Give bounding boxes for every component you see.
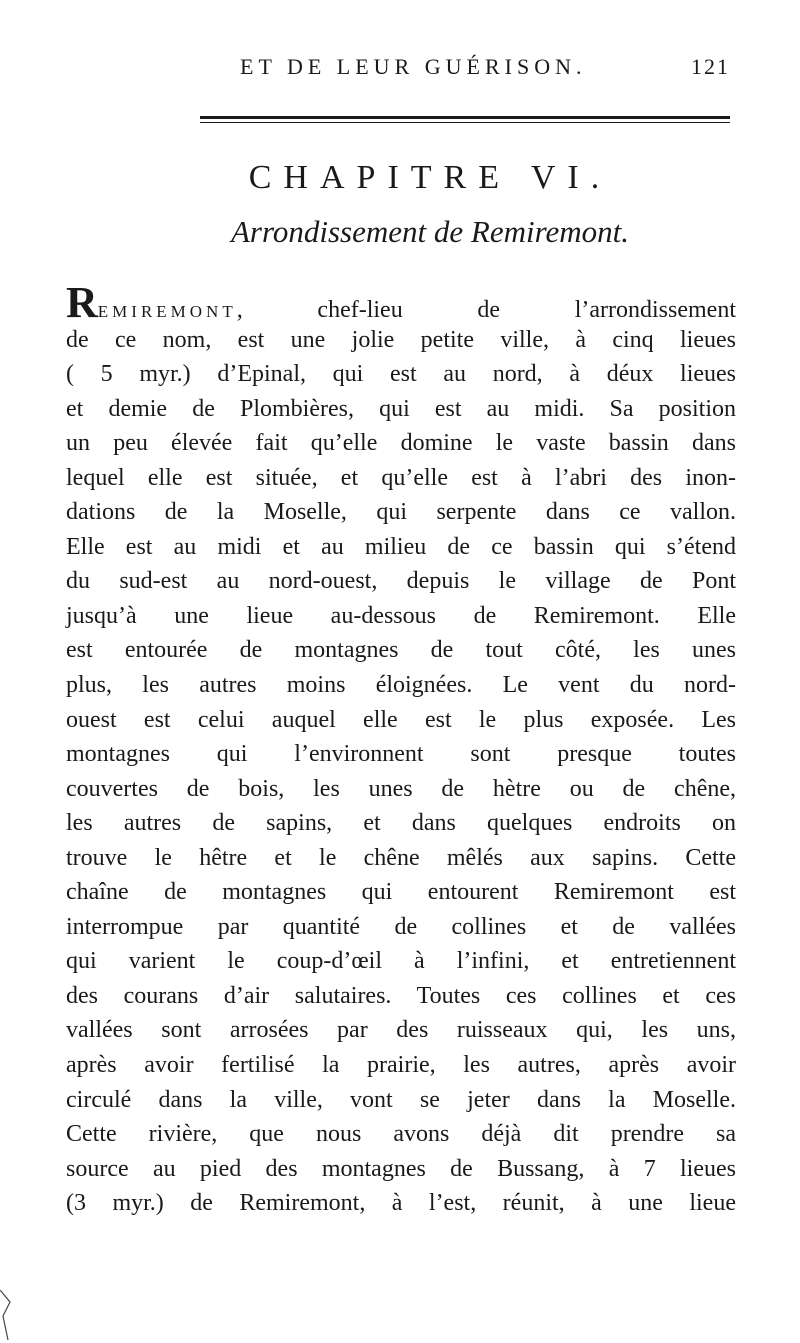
text-line: Elle est au midi et au milieu de ce bassin qui s’étend	[66, 533, 736, 560]
small-caps-word: EMIREMONT	[97, 302, 237, 321]
text-line: plus, les autres moins éloignées. Le vent du nord-	[66, 672, 736, 699]
text-line: jusqu’à une lieue au-dessous de Remiremont. Elle	[66, 602, 736, 629]
running-head	[240, 52, 730, 82]
text-line: les autres de sapins, et dans quelques endroits on	[66, 810, 736, 837]
text-line: chaîne de montagnes qui entourent Remiremont est	[66, 879, 736, 906]
running-head-title: ET DE LEUR GUÉRISON.	[240, 54, 587, 79]
text-line: un peu élevée fait qu’elle domine le vaste bassin dans	[66, 430, 736, 457]
text-line: est entourée de montagnes de tout côté, les unes	[66, 637, 736, 664]
header-rule-thick	[200, 116, 730, 119]
text-line: ouest est celui auquel elle est le plus exposée. Les	[66, 706, 736, 733]
text-line: interrompue par quantité de collines et de vallées	[66, 913, 736, 940]
text-line: (3 myr.) de Remiremont, à l’est, réunit, à une lieue	[66, 1190, 736, 1217]
text-line: circulé dans la ville, vont se jeter dans la Moselle.	[66, 1086, 736, 1113]
text-line: trouve le hêtre et le chêne mêlés aux sapins. Cette	[66, 844, 736, 871]
text-line: montagnes qui l’environnent sont presque toutes	[66, 741, 736, 768]
text-line: Cette rivière, que nous avons déjà dit prendre sa	[66, 1121, 736, 1148]
page-number: 121	[691, 54, 730, 79]
text-line: source au pied des montagnes de Bussang, à 7 lieues	[66, 1155, 736, 1182]
chapter-heading: CHAPITRE VI.	[248, 159, 612, 196]
text-line: lequel elle est située, et qu’elle est à l’abri des inon-	[66, 464, 736, 491]
body-paragraph	[66, 278, 736, 1221]
text-line: ( 5 myr.) d’Epinal, qui est au nord, à déux lieues	[66, 361, 736, 388]
text-line: et demie de Plombières, qui est au midi. Sa position	[66, 395, 736, 422]
text-line	[66, 278, 736, 327]
text-line: après avoir fertilisé la prairie, les autres, après avoir	[66, 1052, 736, 1079]
text-line: couvertes de bois, les unes de hètre ou de chêne,	[66, 775, 736, 802]
text-line: dations de la Moselle, qui serpente dans ce vallon.	[66, 499, 736, 526]
text-line: de ce nom, est une jolie petite ville, à cinq lieues	[66, 326, 736, 353]
text-line: vallées sont arrosées par des ruisseaux qui, les uns,	[66, 1017, 736, 1044]
text-line: du sud-est au nord-ouest, depuis le village de Pont	[66, 568, 736, 595]
page-edge-mark	[0, 1290, 12, 1340]
header-rule-thin	[200, 122, 730, 123]
text-line: qui varient le coup-d’œil à l’infini, et entretiennent	[66, 948, 736, 975]
line-text: , chef-lieu de l’arrondissement	[236, 297, 736, 323]
text-line: des courans d’air salutaires. Toutes ces collines et ces	[66, 982, 736, 1009]
chapter-subtitle: Arrondissement de Remiremont.	[230, 214, 630, 249]
drop-cap: R	[66, 278, 98, 327]
